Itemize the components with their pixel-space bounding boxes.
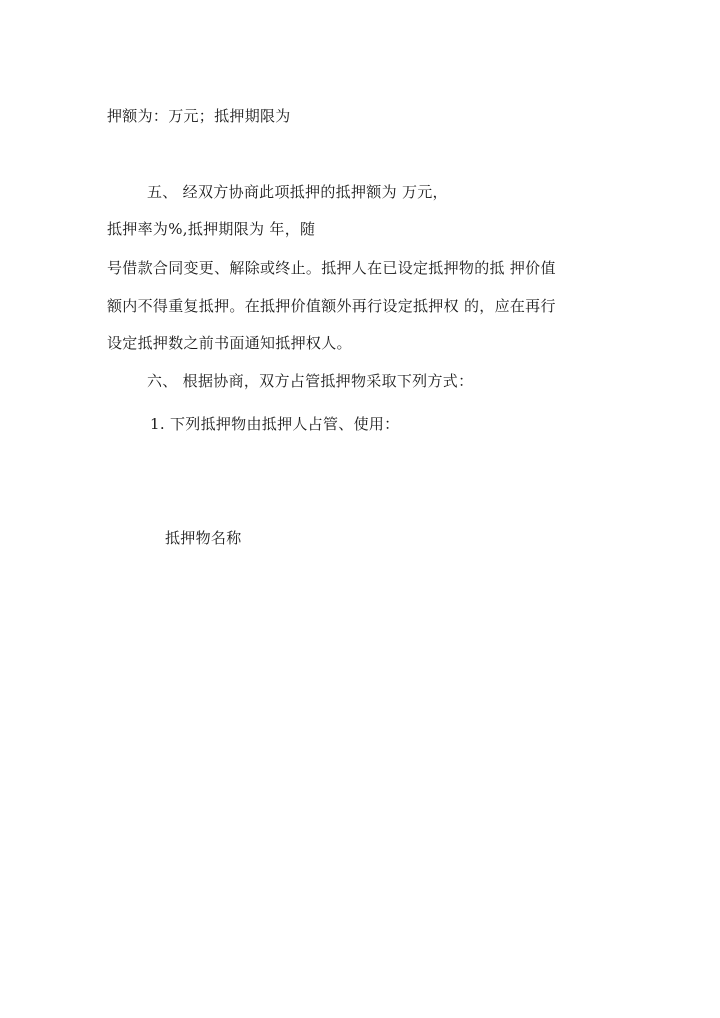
clause-6-item-1-line: 1. 下列抵押物由抵押人占管、使用：	[150, 415, 400, 433]
clause-5-body-line-3: 设定抵押数之前书面通知抵押权人。	[107, 334, 352, 352]
clause-5-body-line-1: 号借款合同变更、解除或终止。抵押人在已设定抵押物的抵 押价值	[107, 259, 556, 277]
clause-5-body-line-2: 额内不得重复抵押。在抵押价值额外再行设定抵押权 的，应在再行	[107, 297, 556, 315]
clause-5-heading-line: 五、 经双方协商此项抵押的抵押额为 万元，	[147, 183, 448, 201]
clause-5-rate-line: 抵押率为%,抵押期限为 年，随	[107, 220, 316, 238]
collateral-name-label: 抵押物名称	[165, 529, 242, 547]
text-line-mortgage-amount-term: 押额为：万元；抵押期限为	[107, 107, 291, 125]
clause-6-heading-line: 六、 根据协商，双方占管抵押物采取下列方式：	[147, 372, 474, 390]
